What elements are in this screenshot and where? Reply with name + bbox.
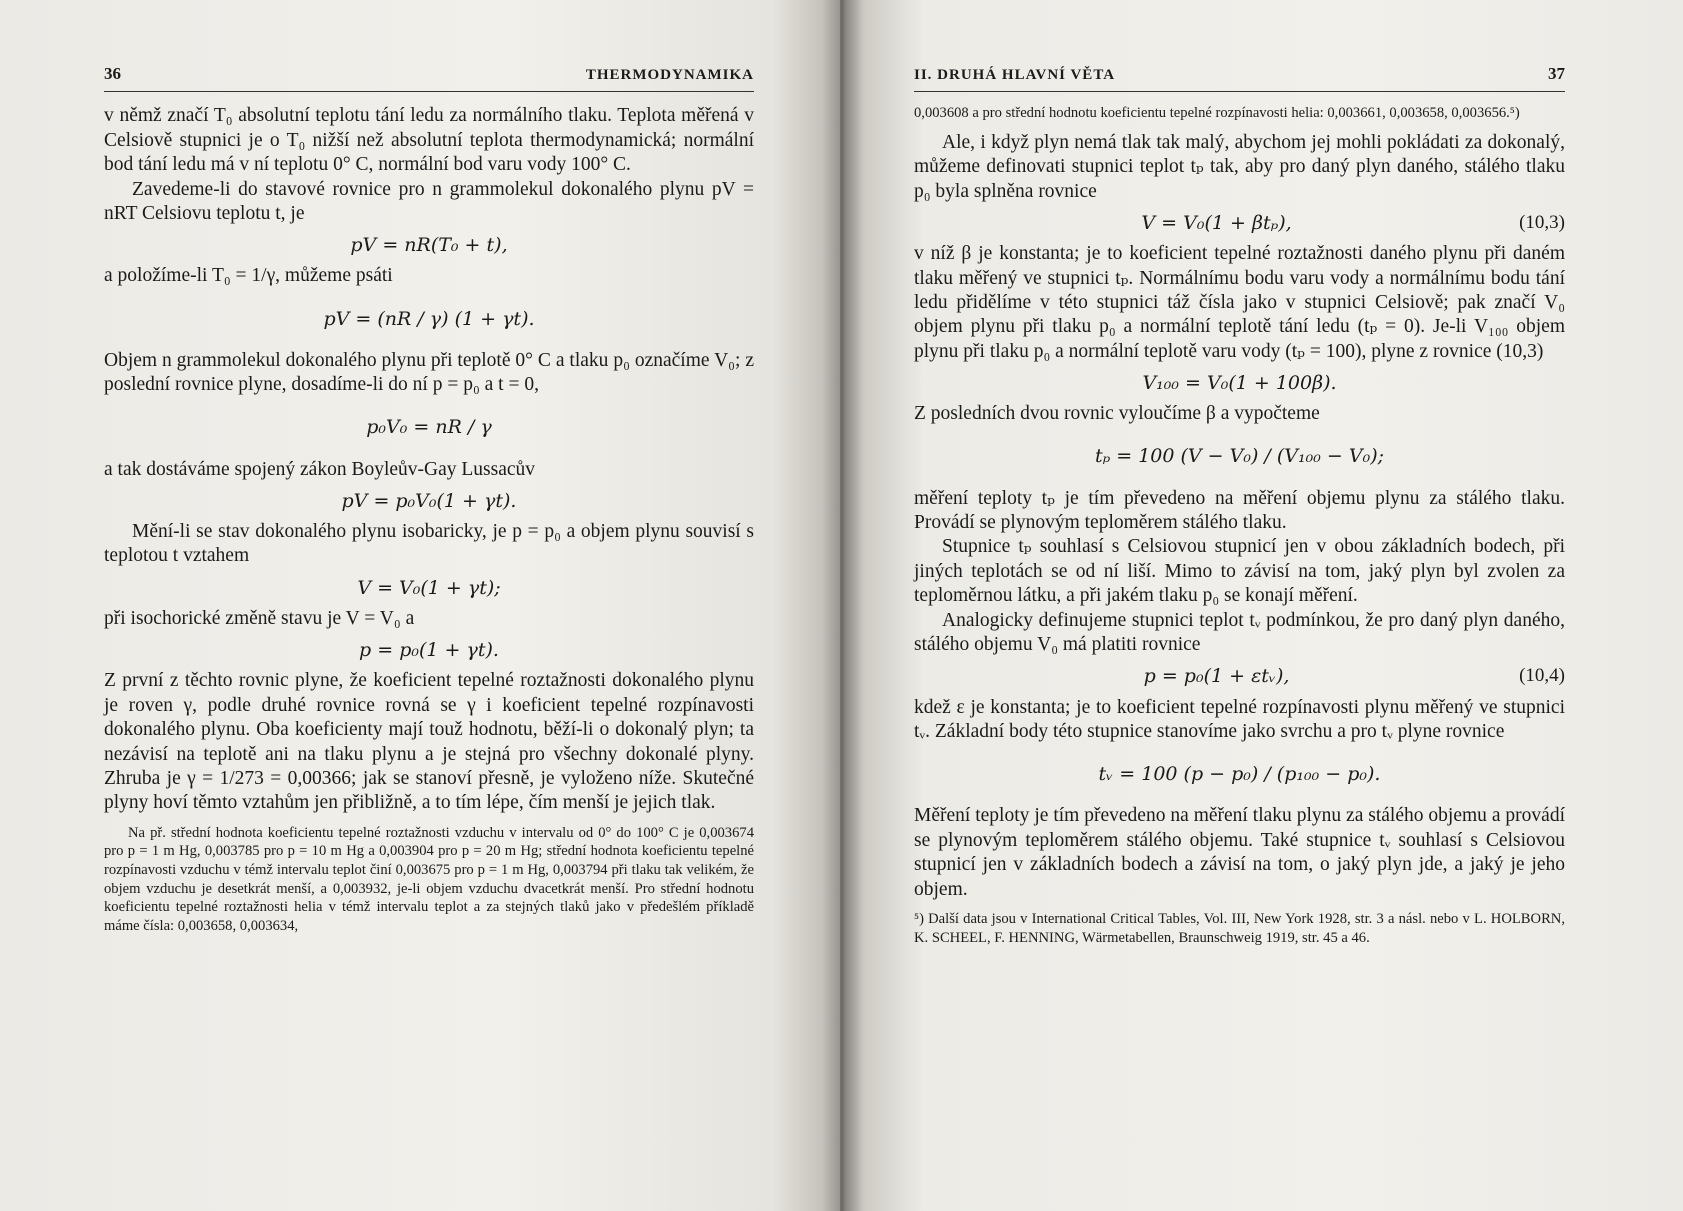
page-number: 37 [1548,64,1565,83]
paragraph: Z první z těchto rovnic plyne, že koeficient tepelné roztažnosti dokonalého plynu je roven γ, podle druhé rovnice rovná se γ i koeficient tepelné rozpínavosti dokonalého plynu. Oba koeficienty mají touž hodnotu, běží-li o dokonalý plyn; ta nezávisí na teplotě ani na tlaku plynu a je stejná pro všechny dokonalé plyny. Zhruba je γ = 1/273 = 0,00366; jak se stanoví přesně, je vyloženo níže. Skutečné plyny hoví těmto vztahům jen přibližně, a to tím lépe, čím menší je jejich tlak. [104,670,754,814]
left-page [0,0,840,1211]
equation-body: tₚ = 100 (V − V₀) / (V₁₀₀ − V₀); [1094,445,1385,468]
equation-body: p = p₀(1 + εtᵥ), [1143,665,1290,688]
equation [104,573,754,603]
footnote-text: 0,003608 a pro střední hodnotu koeficientu tepelné rozpínavosti helia: 0,003661, 0,003658, 0,003656.⁵) [914,105,1520,122]
equation-body: pV = p₀V₀(1 + γt). [341,489,517,512]
paragraph: Stupnice tₚ souhlasí s Celsiovou stupnicí jen v obou základních bodech, při jiných teplotách se od ní liší. Mimo to závisí na tom, jaký plyn byl zvolen za teploměrnou látku, a při jakém tlaku p₀ se konají měření. [914,536,1565,607]
paragraph: a položíme-li T₀ = 1/γ, můžeme psáti [104,265,393,287]
footnote [914,910,1565,947]
equation-body: pV = nR(T₀ + t), [350,234,508,257]
paragraph: v němž značí T₀ absolutní teplotu tání ledu za normálního tlaku. Teplota měřená v Celsiově stupnici je o T₀ nižší než absolutní teplota thermodynamická; normální bod tání ledu má v ní teplotu 0° C, normální bod varu vody 100° C. [104,105,754,176]
paragraph: Měření teploty je tím převedeno na měření tlaku plynu za stálého objemu a provádí se plynovým teploměrem stálého objemu. Také stupnice tᵥ souhlasí s Celsiovou stupnicí jen v základních bodech a závisí na tom, o jaký plyn jde, a jaký je jeho objem. [914,805,1565,900]
paragraph: měření teploty tₚ je tím převedeno na měření objemu plynu za stálého tlaku. Provádí se plynovým teploměrem stálého tlaku. [914,487,1565,534]
paragraph: Objem n grammolekul dokonalého plynu při teplotě 0° C a tlaku p₀ označíme V₀; z poslední rovnice plyne, dosadíme-li do ní p = p₀ a t = 0, [104,349,754,396]
equation-body: p = p₀(1 + γt). [359,639,499,662]
footnote-text: Na př. střední hodnota koeficientu tepelné roztažnosti vzduchu v intervalu od 0° do 100° C je 0,003674 pro p = 1 m Hg, 0,003785 pro p = 10 m Hg a 0,003904 pro p = 20 m Hg; střední hodnota koeficientu tepelné rozpínavosti vzduchu v témž intervalu teplot činí 0,003675 pro p = 1 m Hg, 0,003794 při tlaku tak velikém, že objem vzduchu je desetkrát menší, a 0,003932, je-li objem vzduchu dvacetkrát menší. Pro střední hodnotu koeficientu tepelné roztažnosti helia v témž intervalu teplot a za stejných tlaků jako v předešlém příkladě máme čísla: 0,003658, 0,003634, [104,824,754,934]
book-gutter [822,0,862,1211]
footnote-continuation [914,104,1565,123]
page-number: 36 [104,64,121,83]
equation [914,431,1565,483]
paragraph: Mění-li se stav dokonalého plynu isobaricky, je p = p₀ a objem plynu souvisí s teplotou t vztahem [104,521,754,567]
paragraph: kdež ε je konstanta; je to koeficient tepelné rozpínavosti plynu měřený ve stupnici tᵥ. Základní body této stupnice stanovíme jako svrchu a pro tᵥ plyne rovnice [914,696,1565,742]
equation [104,635,754,665]
equation-body: p₀V₀ = nR / γ [366,416,492,439]
equation [104,486,754,516]
right-page [840,0,1683,1211]
running-title: II. DRUHÁ HLAVNÍ VĚTA [914,67,1116,83]
paragraph: Zavedeme-li do stavové rovnice pro n grammolekul dokonalého plynu pV = nRT Celsiovu teplotu t, je [104,178,754,225]
equation [914,748,1565,800]
equation-body: tᵥ = 100 (p − p₀) / (p₁₀₀ − p₀). [1098,763,1381,786]
equation-body: V₁₀₀ = V₀(1 + 100β). [1142,372,1337,395]
right-running-head [914,62,1565,92]
equation-body: pV = (nR / γ) (1 + γt). [323,307,535,330]
paragraph: Analogicky definujeme stupnici teplot tᵥ podmínkou, že pro daný plyn daného, stálého objemu V₀ má platiti rovnice [914,609,1565,656]
equation [914,368,1565,398]
footnote-text: ⁵) Další data jsou v International Critical Tables, Vol. III, New York 1928, str. 3 a násl. nebo v L. HOLBORN, K. SCHEEL, F. HENNING, Wärmetabellen, Braunschweig 1919, str. 45 a 46. [914,910,1565,946]
equation [914,662,1565,692]
left-running-head [104,62,754,92]
paragraph: a tak dostáváme spojený zákon Boyleův-Gay Lussacův [104,458,536,480]
paragraph: při isochorické změně stavu je V = V₀ a [104,607,415,629]
paragraph: v níž β je konstanta; je to koeficient tepelné roztažnosti daného plynu při daném tlaku měřený ve stupnici tₚ. Normálnímu bodu varu vody a normálnímu bodu tání ledu přidělíme v této stupnici táž čísla jako v stupnici Celsiově; pak značí V₀ objem plynu při tlaku p₀ a normální teplotě tání ledu (tₚ = 0). Je-li V₁₀₀ objem plynu při tlaku p₀ a normální teplotě varu vody (tₚ = 100), plyne z rovnice (10,3) [914,243,1565,362]
footnote [104,824,754,936]
equation-body: V = V₀(1 + βtₚ), [1141,212,1292,235]
paragraph: Z posledních dvou rovnic vyloučíme β a vypočteme [914,403,1320,425]
equation-number: (10,3) [1519,212,1565,234]
equation [914,208,1565,238]
equation-number: (10,4) [1519,665,1565,687]
equation-body: V = V₀(1 + γt); [357,576,501,599]
running-title: THERMODYNAMIKA [585,67,754,83]
paragraph: Ale, i když plyn nemá tlak tak malý, abychom jej mohli pokládati za dokonalý, můžeme definovati stupnici teplot tₚ tak, aby pro daný plyn daného, stálého tlaku p₀ byla splněna rovnice [914,132,1565,202]
equation [104,402,754,454]
equation [104,230,754,260]
equation [104,293,754,345]
